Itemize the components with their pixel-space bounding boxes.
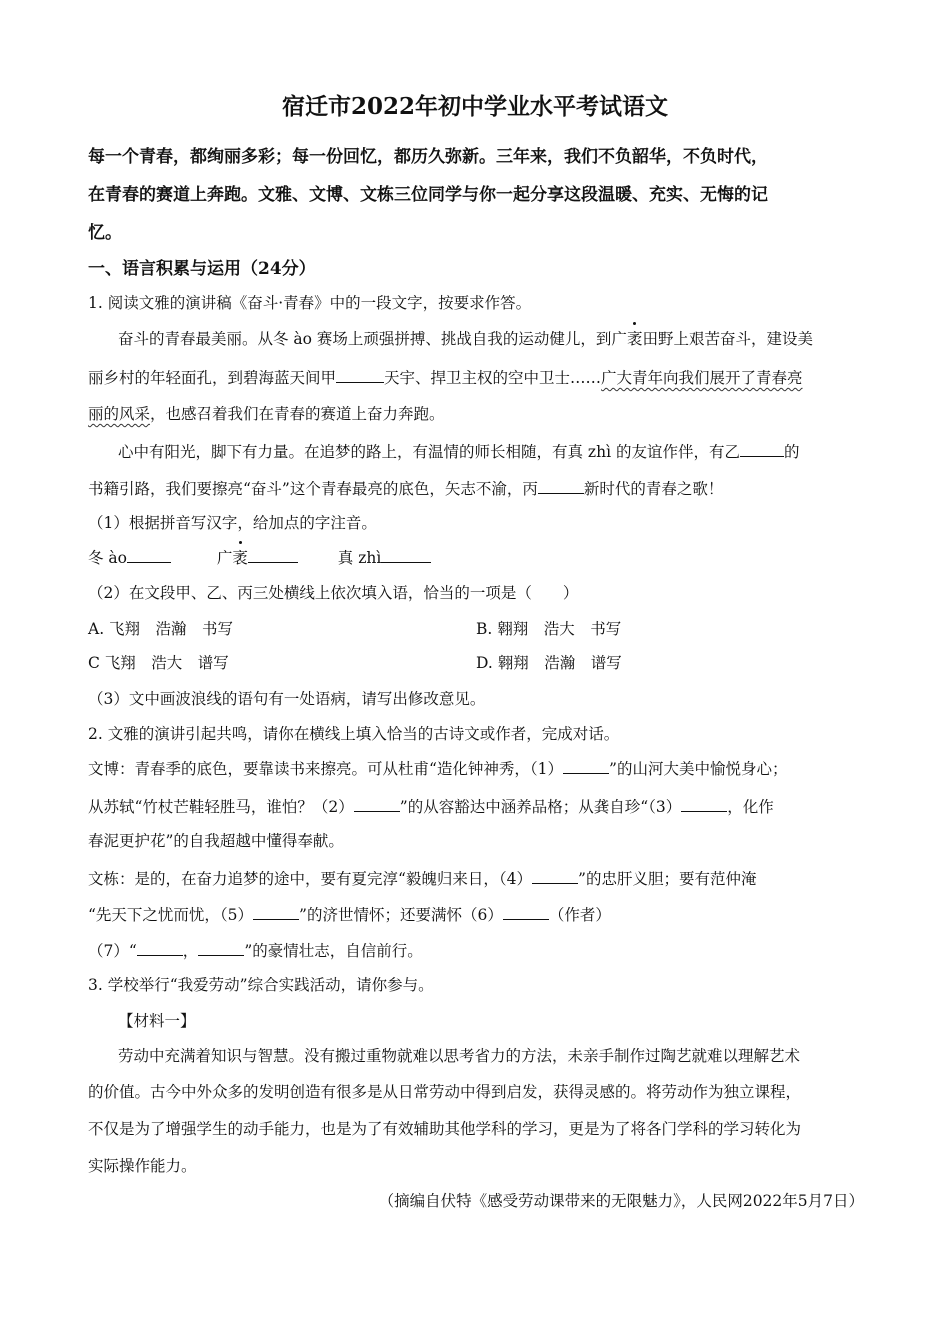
q2-l5-text-c: （作者） <box>548 906 611 924</box>
poem-blank-4[interactable] <box>532 867 578 884</box>
poem-blank-1[interactable] <box>563 757 609 774</box>
q1-sub1: （1）根据拼音写汉字，给加点的字注音。 <box>88 514 377 532</box>
option-a[interactable]: A. 飞翔 浩瀚 书写 <box>88 620 234 638</box>
q1-pinyin-row <box>88 546 864 569</box>
option-d[interactable]: D. 翱翔 浩瀚 谱写 <box>476 654 622 672</box>
q1-p4-text-a: 心中有阳光，脚下有力量。在追梦的路上，有温情的师长相随，有真 zhì 的友谊作伴，有乙 <box>118 443 740 461</box>
q1-sub2: （2）在文段甲、乙、丙三处横线上依次填入语，恰当的一项是（ ） <box>88 584 579 602</box>
answer-blank-3[interactable] <box>381 546 431 563</box>
intro-line-1: 每一个青春，都绚丽多彩；每一份回忆，都历久弥新。三年来，我们不负韶华，不负时代， <box>88 147 768 167</box>
dotted-char: 袤 <box>626 330 643 348</box>
q1-passage-line-4 <box>118 440 864 463</box>
q2-l5-text-a: “先天下之忧而忧，（5） <box>88 906 254 924</box>
wavy-sentence-part-2: 丽的风采 <box>88 405 151 423</box>
q1-p3-text: ，也感召着我们在青春的赛道上奋力奔跑。 <box>150 405 445 423</box>
q2-line-5 <box>88 903 864 926</box>
q1-p5-text-b: 新时代的青春之歌！ <box>583 480 724 498</box>
q2-l6-text-c: ”的豪情壮志，自信前行。 <box>244 942 423 960</box>
intro-line-2: 在青春的赛道上奔跑。文雅、文博、文栋三位同学与你一起分享这段温暖、充实、无悔的记 <box>88 185 768 205</box>
pinyin-item-2: 广 <box>216 549 233 567</box>
q2-l2-text-a: 从苏轼“竹杖芒鞋轻胜马，谁怕？（2） <box>88 798 354 816</box>
answer-blank-1[interactable] <box>127 546 171 563</box>
q1-passage-line-5 <box>88 477 864 500</box>
q3-stem: 3. 学校举行“我爱劳动”综合实践活动，请你参与。 <box>88 976 434 994</box>
poem-blank-2[interactable] <box>354 795 400 812</box>
q1-p4-text-b: 的 <box>783 443 800 461</box>
q2-l6-text-a: （7）“ <box>88 942 137 960</box>
q2-l2-text-b: ”的从容豁达中涵养品格；从龚自珍“（3） <box>399 798 682 816</box>
q1-p1-text-a: 奋斗的青春最美丽。从冬 ào 赛场上顽强拼搏、挑战自我的运动健儿，到广 <box>118 330 627 348</box>
q2-l5-text-b: ”的济世情怀；还要满怀（6） <box>299 906 503 924</box>
q2-l6-text-b: ， <box>182 942 199 960</box>
material-line-2: 的价值。古今中外众多的发明创造有很多是从日常劳动中得到启发，获得灵感的。将劳动作为独立课程， <box>88 1083 802 1101</box>
poem-blank-3[interactable] <box>681 795 727 812</box>
q1-passage-line-3 <box>88 403 864 425</box>
poem-blank-7a[interactable] <box>137 939 183 956</box>
pinyin-item-3: 真 zhì <box>337 549 382 567</box>
answer-blank-2[interactable] <box>248 546 298 563</box>
material-line-4: 实际操作能力。 <box>88 1157 197 1175</box>
section-heading: 一、语言积累与运用（24分） <box>88 259 316 279</box>
material-label: 【材料一】 <box>118 1012 196 1030</box>
q2-stem: 2. 文雅的演讲引起共鸣，请你在横线上填入恰当的古诗文或作者，完成对话。 <box>88 725 620 743</box>
material-line-1: 劳动中充满着知识与智慧。没有搬过重物就难以思考省力的方法，未亲手制作过陶艺就难以理解艺术 <box>118 1047 801 1065</box>
q2-line-2 <box>88 795 864 818</box>
q1-passage-line-2 <box>88 366 864 389</box>
wavy-sentence-part-1: 广大青年向我们展开了青春亮 <box>601 369 803 387</box>
q1-p5-text-a: 书籍引路，我们要擦亮“奋斗”这个青春最亮的底色，矢志不渝，丙 <box>88 480 538 498</box>
poem-blank-6[interactable] <box>503 903 549 920</box>
blank-yi[interactable] <box>740 440 784 457</box>
q2-l1-text-a: 文博：青春季的底色，要靠读书来擦亮。可从杜甫“造化钟神秀，（1） <box>88 760 564 778</box>
option-c[interactable]: C 飞翔 浩大 谱写 <box>88 654 229 672</box>
material-line-3: 不仅是为了增强学生的动手能力，也是为了有效辅助其他学科的学习，更是为了将各门学科的学习转化为 <box>88 1120 802 1138</box>
poem-blank-5[interactable] <box>253 903 299 920</box>
page-title: 宿迁市2022年初中学业水平考试语文 <box>281 93 668 120</box>
blank-jia[interactable] <box>336 366 384 383</box>
q2-line-6 <box>88 939 864 962</box>
q2-l1-text-b: ”的山河大美中愉悦身心； <box>609 760 788 778</box>
q1-passage-line-1 <box>118 328 864 350</box>
q2-l4-text-b: ”的忠肝义胆；要有范仲淹 <box>578 870 757 888</box>
q2-line-3: 春泥更护花”的自我超越中懂得奉献。 <box>88 832 344 850</box>
q2-line-4 <box>88 867 864 890</box>
material-source: （摘编自伏特《感受劳动课带来的无限魅力》，人民网2022年5月7日） <box>378 1192 864 1210</box>
q2-l2-text-c: ，化作 <box>727 798 774 816</box>
q1-p2-text-a: 丽乡村的年轻面孔，到碧海蓝天间甲 <box>88 369 337 387</box>
q1-p1-text-b: 田野上艰苦奋斗，建设美 <box>642 330 813 348</box>
intro-line-3: 忆。 <box>88 223 122 243</box>
q1-p2-text-b: 天宇、捍卫主权的空中卫士…… <box>384 369 602 387</box>
q1-sub3: （3）文中画波浪线的语句有一处语病，请写出修改意见。 <box>88 690 486 708</box>
blank-bing[interactable] <box>538 477 584 494</box>
q2-line-1 <box>88 757 864 780</box>
dotted-char-2: 袤 <box>232 549 248 567</box>
option-b[interactable]: B. 翱翔 浩大 书写 <box>476 620 622 638</box>
poem-blank-7b[interactable] <box>198 939 244 956</box>
pinyin-item-1: 冬 ào <box>88 549 127 567</box>
q1-stem: 1. 阅读文雅的演讲稿《奋斗·青春》中的一段文字，按要求作答。 <box>88 294 532 312</box>
q2-l4-text-a: 文栋：是的，在奋力追梦的途中，要有夏完淳“毅魄归来日，（4） <box>88 870 533 888</box>
